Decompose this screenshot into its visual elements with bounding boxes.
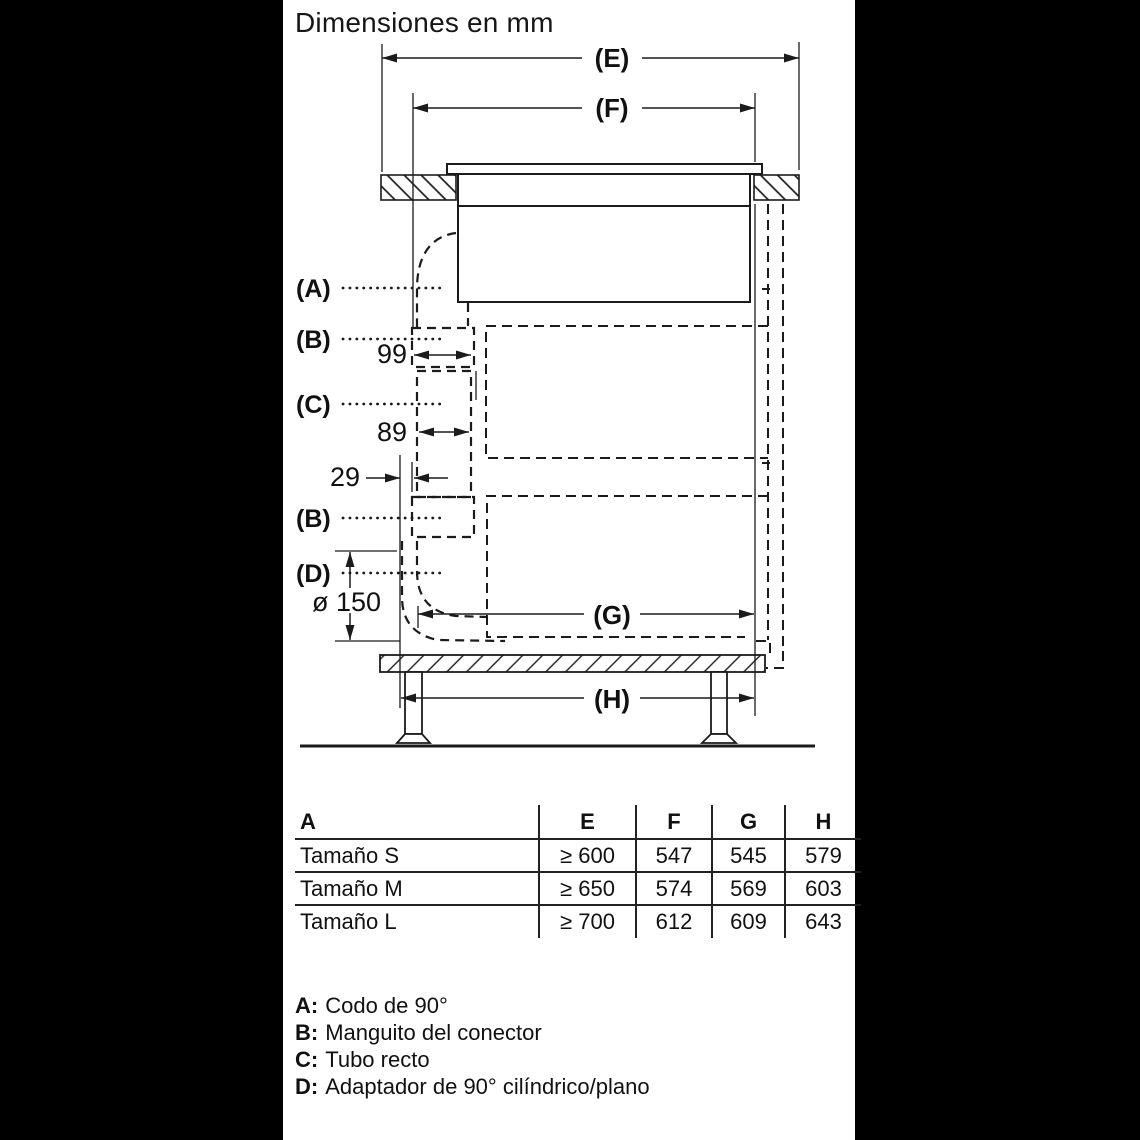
left-leg	[405, 672, 422, 734]
legend-key-d: D:	[295, 1074, 319, 1099]
legend-text-b: Manguito del conector	[325, 1020, 542, 1045]
dimension-99	[377, 339, 471, 369]
legend-item-d	[295, 1073, 650, 1100]
cell-h: 579	[785, 839, 861, 872]
dimension-29-value: 29	[329, 462, 360, 492]
table-header-a: A	[300, 808, 316, 834]
right-foot	[702, 734, 736, 743]
table-header-row	[295, 805, 861, 839]
dimension-table	[295, 805, 861, 938]
legend-text-d: Adaptador de 90° cilíndrico/plano	[325, 1074, 650, 1099]
document-page	[283, 0, 855, 1140]
left-foot	[397, 734, 430, 743]
row-label: Tamaño M	[300, 875, 403, 901]
cell-f: 574	[636, 872, 712, 905]
hob-body	[447, 164, 762, 302]
cell-f: 547	[636, 839, 712, 872]
connector-sleeve-b2	[412, 497, 474, 537]
parts-legend	[295, 992, 650, 1100]
part-label-a: (A)	[296, 275, 331, 303]
plinth-shelf	[380, 655, 765, 672]
table-header-h: H	[785, 805, 861, 839]
part-label-c: (C)	[296, 391, 331, 419]
dimension-e-label: (E)	[594, 43, 630, 73]
cell-g: 545	[712, 839, 785, 872]
legend-text-c: Tubo recto	[325, 1047, 430, 1072]
table-header-e: E	[539, 805, 636, 839]
row-label: Tamaño S	[300, 842, 400, 868]
legend-key-c: C:	[295, 1047, 319, 1072]
right-leg	[711, 672, 727, 734]
legend-item-b	[295, 1019, 650, 1046]
table-row	[295, 905, 861, 938]
countertop-right-hatch	[754, 175, 799, 200]
dimension-e	[382, 43, 799, 73]
legend-text-a: Codo de 90°	[325, 993, 448, 1018]
hob-housing	[458, 174, 750, 302]
dimension-h-label: (H)	[593, 684, 631, 714]
base-cabinet	[300, 655, 815, 746]
dimension-f	[413, 93, 755, 123]
table-row	[295, 839, 861, 872]
legend-item-c	[295, 1046, 650, 1073]
part-labels	[296, 275, 331, 588]
countertop-left-hatch	[381, 175, 456, 200]
cell-g: 569	[712, 872, 785, 905]
adapter-d-inner	[417, 541, 487, 617]
page-title: Dimensiones en mm	[295, 7, 554, 38]
elbow-a-outer	[417, 233, 456, 327]
dimension-h	[401, 684, 754, 714]
legend-key-b: B:	[295, 1020, 319, 1045]
cell-e: ≥ 600	[539, 839, 636, 872]
cell-e: ≥ 700	[539, 905, 636, 938]
dimension-d150-value: ø 150	[312, 587, 382, 617]
dimension-89	[377, 417, 469, 447]
legend-item-a	[295, 992, 650, 1019]
hob-glass-plate	[447, 164, 762, 174]
dimension-g-label: (G)	[593, 600, 631, 630]
dimension-g	[418, 600, 754, 630]
part-label-b2: (B)	[296, 505, 331, 533]
dimension-29	[330, 462, 448, 492]
legend-key-a: A:	[295, 993, 319, 1018]
table-header-g: G	[712, 805, 785, 839]
dimension-f-label: (F)	[595, 93, 629, 123]
table-row	[295, 872, 861, 905]
cell-e: ≥ 650	[539, 872, 636, 905]
cell-h: 603	[785, 872, 861, 905]
part-label-d: (D)	[296, 560, 331, 588]
dimension-99-value: 99	[376, 339, 407, 369]
reference-lines	[335, 42, 799, 716]
connector-sleeve-b1	[412, 328, 474, 367]
cell-f: 612	[636, 905, 712, 938]
cell-g: 609	[712, 905, 785, 938]
table-header-f: F	[636, 805, 712, 839]
row-label: Tamaño L	[300, 909, 397, 934]
upper-duct-space	[486, 326, 768, 458]
part-label-b1: (B)	[296, 326, 331, 354]
dimension-89-value: 89	[376, 417, 407, 447]
installation-diagram	[283, 0, 855, 780]
cell-h: 643	[785, 905, 861, 938]
